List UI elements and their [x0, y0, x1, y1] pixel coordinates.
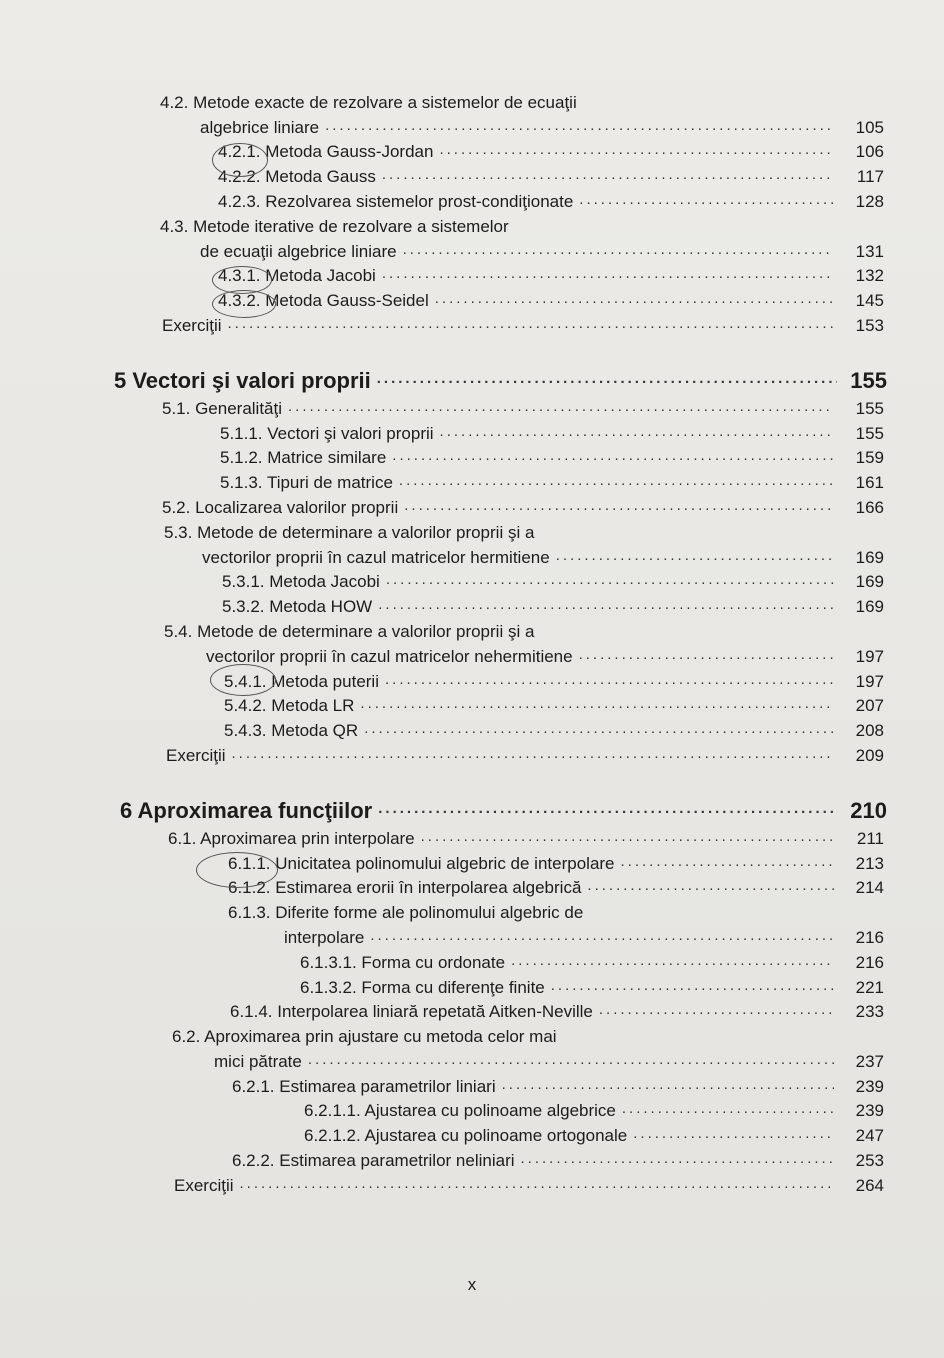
toc-chapter-entry — [0, 358, 944, 394]
toc-entry-title: Exerciţii — [162, 315, 222, 335]
toc-entry — [0, 311, 944, 336]
dot-leader — [378, 595, 834, 615]
toc-entry-page: 153 — [855, 315, 884, 335]
dot-leader — [521, 1149, 834, 1169]
toc-entry — [0, 923, 944, 948]
toc-entry-page: 216 — [855, 927, 884, 947]
chapter-spacer — [0, 766, 944, 788]
toc-entry — [0, 187, 944, 212]
dot-leader — [439, 140, 834, 160]
toc-entry-title: 6.1. Aproximarea prin interpolare — [168, 828, 415, 848]
toc-entry-page: 239 — [855, 1101, 884, 1121]
dot-leader — [551, 976, 834, 996]
toc-entry — [0, 716, 944, 741]
toc-entry-title: 6.1.1. Unicitatea polinomului algebric de interpolare — [228, 853, 615, 873]
toc-entry — [0, 1072, 944, 1097]
toc-entry-title: Exerciţii — [166, 745, 226, 765]
toc-entry-title: 4.3.2. Metoda Gauss-Seidel — [218, 291, 429, 311]
toc-entry-title: 5.4.2. Metoda LR — [224, 696, 355, 716]
toc-entry-page: 132 — [855, 266, 884, 286]
toc-entry-page: 131 — [855, 241, 884, 261]
toc-entry-title: 5.1. Generalităţi — [162, 398, 283, 418]
dot-leader — [364, 719, 834, 739]
toc-entry-title: 5.4. Metode de determinare a valorilor proprii şi a — [164, 621, 535, 641]
toc-entry — [0, 162, 944, 187]
dot-leader — [587, 876, 834, 896]
toc-entry-page: 216 — [855, 952, 884, 972]
toc-entry-page: 105 — [855, 117, 884, 137]
toc-entry-title: mici pătrate — [214, 1051, 302, 1071]
dot-leader — [308, 1050, 834, 1070]
toc-entry-title: vectorilor proprii în cazul matricelor hermitiene — [202, 547, 550, 567]
toc-entry-title: 5.3. Metode de determinare a valorilor proprii şi a — [164, 522, 535, 542]
toc-entry-page: 155 — [855, 398, 884, 418]
toc-entry — [0, 874, 944, 899]
toc-entry-title: de ecuaţii algebrice liniare — [200, 241, 397, 261]
toc-entry — [0, 849, 944, 874]
toc-entry — [0, 1171, 944, 1196]
toc-entry-page: 145 — [855, 291, 884, 311]
toc-entry-title: 5 Vectori şi valori proprii — [114, 367, 371, 393]
toc-entry-page: 264 — [855, 1175, 884, 1195]
page-number: x — [467, 1275, 477, 1294]
toc-entry — [0, 543, 944, 568]
toc-entry — [0, 998, 944, 1023]
dot-leader — [621, 852, 834, 872]
dot-leader — [288, 397, 834, 417]
toc-entry-page: 214 — [855, 878, 884, 898]
toc-entry-page: 213 — [855, 853, 884, 873]
toc-entry — [0, 741, 944, 766]
toc-entry — [0, 592, 944, 617]
toc-entry-page: 237 — [855, 1051, 884, 1071]
dot-leader — [421, 827, 834, 847]
toc-entry-title: 5.4.1. Metoda puterii — [224, 671, 379, 691]
dot-leader — [440, 422, 834, 442]
toc-entry-page: 211 — [856, 828, 884, 848]
dot-leader — [556, 546, 834, 566]
toc-entry-page: 155 — [850, 367, 887, 393]
toc-entry-title: 4.2.1. Metoda Gauss-Jordan — [218, 142, 434, 162]
dot-leader — [377, 366, 837, 392]
dot-leader — [579, 645, 834, 665]
dot-leader — [579, 190, 834, 210]
toc-entry-title: Exerciţii — [174, 1175, 234, 1195]
dot-leader — [399, 471, 834, 491]
toc-entry-page: 197 — [855, 646, 884, 666]
toc-entry-page: 207 — [855, 696, 884, 716]
toc-entry — [0, 667, 944, 692]
dot-leader — [382, 264, 834, 284]
dot-leader — [502, 1075, 834, 1095]
toc-entry-title: 6.1.3. Diferite forme ale polinomului algebric de — [228, 903, 584, 923]
toc-entry-title: 5.2. Localizarea valorilor proprii — [162, 497, 399, 517]
toc-entry-title: interpolare — [284, 927, 365, 947]
toc-entry — [0, 113, 944, 138]
toc-entry-page: 166 — [855, 497, 884, 517]
toc-entry-title: 5.3.2. Metoda HOW — [222, 597, 373, 617]
toc-entry-page: 253 — [855, 1151, 884, 1171]
dot-leader — [622, 1099, 834, 1119]
dot-leader — [325, 116, 834, 136]
toc-entry-title: algebrice liniare — [200, 117, 320, 137]
toc-entry — [0, 493, 944, 518]
dot-leader — [228, 314, 834, 334]
toc-entry — [0, 518, 944, 543]
toc-entry — [0, 1022, 944, 1047]
toc-entry-title: 4.2. Metode exacte de rezolvare a sistemelor de ecuaţii — [160, 92, 577, 112]
dot-leader — [232, 744, 834, 764]
dot-leader — [633, 1124, 834, 1144]
toc-entry-page: 106 — [855, 142, 884, 162]
toc-entry-page: 233 — [855, 1002, 884, 1022]
dot-leader — [240, 1174, 834, 1194]
toc-entry-title: 5.4.3. Metoda QR — [224, 721, 359, 741]
toc-entry-page: 161 — [855, 473, 884, 493]
toc-entry — [0, 1097, 944, 1122]
chapter-spacer — [0, 336, 944, 358]
toc-entry — [0, 262, 944, 287]
dot-leader — [382, 165, 834, 185]
toc-entry — [0, 286, 944, 311]
toc-entry-title: 6.1.2. Estimarea erorii în interpolarea algebrică — [228, 878, 582, 898]
dot-leader — [386, 570, 834, 590]
toc-entry-title: 4.3. Metode iterative de rezolvare a sistemelor — [160, 216, 509, 236]
dot-leader — [392, 446, 834, 466]
toc-entry-page: 169 — [855, 547, 884, 567]
dot-leader — [360, 694, 834, 714]
toc-entry — [0, 212, 944, 237]
toc-entry — [0, 568, 944, 593]
dot-leader — [511, 951, 834, 971]
toc-entry-page: 155 — [855, 423, 884, 443]
toc-entry-title: 5.3.1. Metoda Jacobi — [222, 572, 380, 592]
toc-entry-title: 5.1.2. Matrice similare — [220, 448, 387, 468]
toc-entry — [0, 973, 944, 998]
toc-entry — [0, 824, 944, 849]
toc-entry — [0, 138, 944, 163]
toc-entry-page: 221 — [855, 977, 884, 997]
toc-entry-title: 6.1.3.2. Forma cu diferenţe finite — [300, 977, 545, 997]
toc-entry-page: 197 — [855, 671, 884, 691]
toc-entry-page: 169 — [855, 572, 884, 592]
toc-entry-title: 6.2.1.1. Ajustarea cu polinoame algebrice — [304, 1101, 616, 1121]
toc-entry-page: 169 — [855, 597, 884, 617]
toc-entry — [0, 444, 944, 469]
toc-entry-title: 6.2.1.2. Ajustarea cu polinoame ortogonale — [304, 1126, 628, 1146]
toc-entry-page: 117 — [856, 167, 884, 187]
toc-entry — [0, 692, 944, 717]
toc-entry-title: 5.1.3. Tipuri de matrice — [220, 473, 393, 493]
toc-entry-title: 6.2. Aproximarea prin ajustare cu metoda celor mai — [172, 1027, 557, 1047]
toc-entry-title: 5.1.1. Vectori şi valori proprii — [220, 423, 434, 443]
toc-entry-title: 6.2.1. Estimarea parametrilor liniari — [232, 1076, 496, 1096]
toc-entry-page: 128 — [855, 191, 884, 211]
toc-entry-title: 6 Aproximarea funcţiilor — [120, 797, 373, 823]
toc-entry — [0, 617, 944, 642]
toc-entry-title: 6.1.3.1. Forma cu ordonate — [300, 952, 506, 972]
toc-entry — [0, 394, 944, 419]
dot-leader — [599, 1000, 834, 1020]
toc-entry — [0, 1121, 944, 1146]
toc-entry — [0, 237, 944, 262]
toc-entry-title: 6.1.4. Interpolarea liniară repetată Aitken-Neville — [230, 1002, 593, 1022]
toc-entry-page: 159 — [855, 448, 884, 468]
dot-leader — [370, 926, 834, 946]
dot-leader — [435, 289, 834, 309]
toc-entry — [0, 468, 944, 493]
toc-entry-page: 210 — [850, 797, 887, 823]
toc-entry-page: 247 — [855, 1126, 884, 1146]
toc-entry — [0, 948, 944, 973]
dot-leader — [404, 496, 834, 516]
toc-entry — [0, 419, 944, 444]
toc-entry-page: 239 — [855, 1076, 884, 1096]
toc-entry-title: 6.2.2. Estimarea parametrilor neliniari — [232, 1151, 515, 1171]
dot-leader — [403, 240, 834, 260]
toc-entry — [0, 1146, 944, 1171]
toc-entry-page: 209 — [855, 745, 884, 765]
toc-entry-title: 4.2.2. Metoda Gauss — [218, 167, 376, 187]
toc-entry — [0, 898, 944, 923]
toc-entry-page: 208 — [855, 721, 884, 741]
dot-leader — [385, 670, 834, 690]
dot-leader — [378, 796, 837, 822]
toc-entry — [0, 1047, 944, 1072]
toc-entry — [0, 642, 944, 667]
toc-entry — [0, 88, 944, 113]
toc-entry-title: 4.2.3. Rezolvarea sistemelor prost-condiţionate — [218, 191, 574, 211]
toc-entry-title: vectorilor proprii în cazul matricelor nehermitiene — [206, 646, 573, 666]
toc-entry-title: 4.3.1. Metoda Jacobi — [218, 266, 376, 286]
toc-chapter-entry — [0, 788, 944, 824]
table-of-contents — [0, 88, 944, 1196]
